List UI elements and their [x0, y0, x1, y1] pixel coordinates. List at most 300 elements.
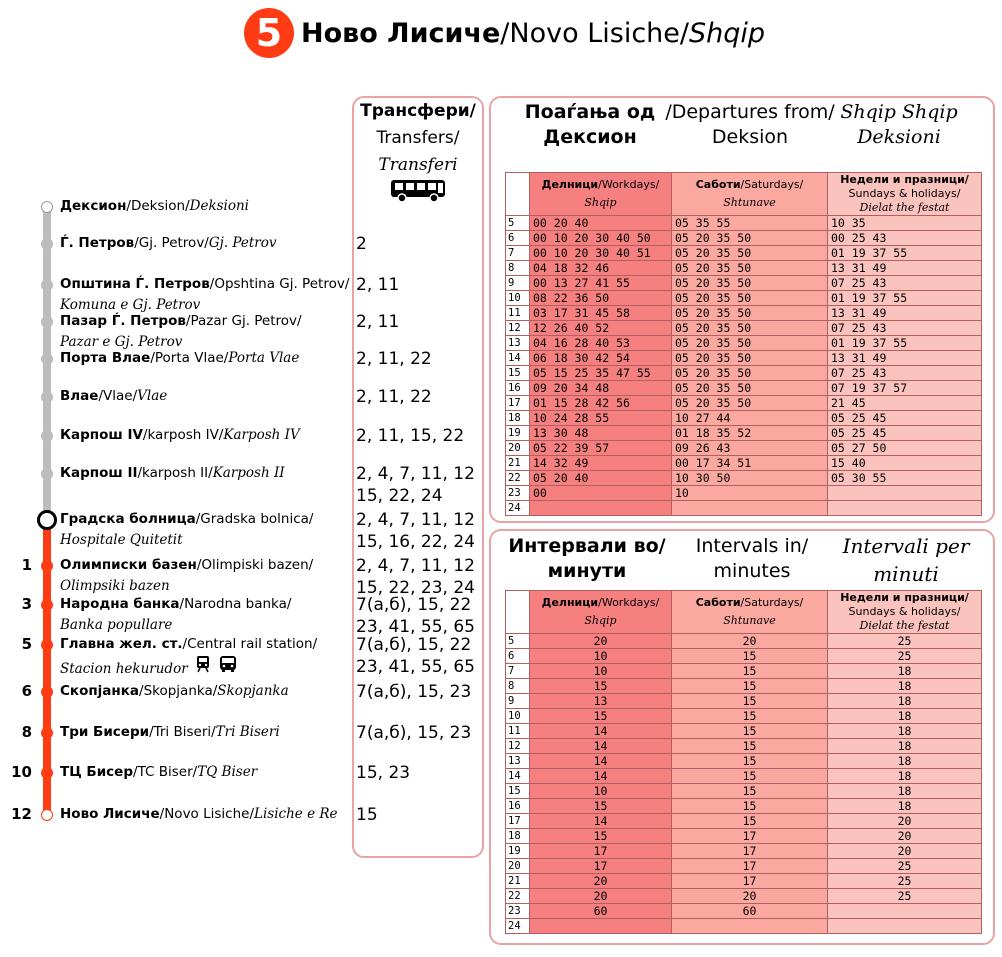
transfer-lines: 15, 23 — [356, 763, 411, 783]
hour-cell: 18 — [506, 829, 530, 844]
hour-cell: 24 — [506, 501, 530, 516]
stop-name-mk: Дексион — [60, 198, 127, 214]
stop-name — [60, 386, 167, 407]
departure-cell: 05 20 35 50 — [672, 246, 828, 261]
interval-cell: 25 — [828, 874, 982, 889]
hour-cell: 12 — [506, 321, 530, 336]
stop-name — [60, 555, 313, 597]
stop-name-mk: ТЦ Бисер — [60, 764, 134, 780]
intervals-title-en — [682, 534, 822, 584]
stop-marker — [41, 639, 53, 651]
departure-cell: 05 20 35 50 — [672, 381, 828, 396]
table-row — [506, 366, 982, 381]
stop-minutes: 12 — [11, 805, 32, 823]
departure-cell — [672, 501, 828, 516]
interval-cell: 15 — [672, 664, 828, 679]
table-header-row — [506, 591, 982, 634]
stop-minutes: 3 — [21, 595, 32, 613]
interval-cell: 18 — [828, 709, 982, 724]
intervals-title-sq-line2: minuti — [873, 562, 939, 586]
transfer-lines: 2, 11 — [356, 312, 400, 332]
departure-cell: 00 10 20 30 40 51 — [530, 246, 672, 261]
departure-cell: 10 27 44 — [672, 411, 828, 426]
departure-cell: 05 27 50 — [828, 441, 982, 456]
stop-marker — [41, 353, 53, 365]
table-row — [506, 769, 982, 784]
hour-cell: 6 — [506, 231, 530, 246]
stop-transfers — [356, 233, 367, 255]
departure-cell: 05 30 55 — [828, 471, 982, 486]
transfer-lines: 2, 11, 22 — [356, 387, 432, 407]
route-number-badge: 5 — [244, 8, 294, 58]
stop-name-mk: Градска болница — [60, 511, 196, 527]
hour-cell: 23 — [506, 486, 530, 501]
departure-cell: 07 25 43 — [828, 276, 982, 291]
interval-cell: 15 — [530, 709, 672, 724]
stop-name-sq: Komuna e Gj. Petrov — [60, 297, 201, 313]
table-row — [506, 441, 982, 456]
departure-cell: 00 17 34 51 — [672, 456, 828, 471]
interval-cell — [530, 919, 672, 934]
stop-name-en: /karposh II/ — [137, 465, 213, 481]
title-sq: Shqip — [689, 17, 766, 49]
stop-name — [60, 233, 277, 254]
intervals-title-mk-line2: минути — [547, 560, 627, 582]
interval-cell: 20 — [672, 889, 828, 904]
interval-cell: 14 — [530, 724, 672, 739]
departure-cell: 05 20 35 50 — [672, 321, 828, 336]
table-row — [506, 694, 982, 709]
departure-cell: 05 25 45 — [828, 426, 982, 441]
interval-cell: 17 — [672, 829, 828, 844]
departure-cell — [828, 501, 982, 516]
departure-cell: 09 20 34 48 — [530, 381, 672, 396]
interval-cell: 18 — [828, 739, 982, 754]
table-row — [506, 739, 982, 754]
stop-transfers — [356, 509, 475, 553]
transfer-lines: 2, 4, 7, 11, 12 — [356, 556, 475, 576]
departure-cell: 13 31 49 — [828, 306, 982, 321]
departures-title-en — [660, 100, 840, 150]
table-row — [506, 336, 982, 351]
interval-cell: 15 — [672, 769, 828, 784]
interval-cell: 20 — [530, 874, 672, 889]
stop-marker — [41, 767, 53, 779]
stop-name-mk: Народна банка — [60, 596, 180, 612]
stop-name-sq: Deksioni — [189, 198, 250, 214]
departure-cell: 05 20 35 50 — [672, 396, 828, 411]
interval-cell — [828, 919, 982, 934]
interval-cell: 15 — [672, 784, 828, 799]
departure-cell: 03 17 31 45 58 — [530, 306, 672, 321]
departure-cell: 00 25 43 — [828, 231, 982, 246]
hour-cell: 16 — [506, 381, 530, 396]
stop-name-mk: Скопјанка — [60, 683, 140, 699]
hour-cell: 15 — [506, 784, 530, 799]
departures-title-en-line2: Deksion — [711, 126, 789, 148]
saturdays-header: Саботи/Saturdays/ Shtunave — [672, 591, 828, 634]
stop-name — [60, 681, 289, 702]
hour-cell: 17 — [506, 814, 530, 829]
departures-title-en-line1: /Departures from/ — [665, 101, 835, 123]
table-row — [506, 471, 982, 486]
departure-cell: 10 30 50 — [672, 471, 828, 486]
stop-name-sq: Skopjanka — [217, 683, 289, 699]
hour-cell: 21 — [506, 456, 530, 471]
stop-name — [60, 348, 299, 369]
stop-name-mk: Влае — [60, 388, 99, 404]
stop-name-en: /Gj. Petrov/ — [134, 235, 209, 251]
departure-cell: 00 20 40 — [530, 216, 672, 231]
departure-cell: 12 26 40 52 — [530, 321, 672, 336]
workdays-header: Делници/Workdays/ Shqip — [530, 591, 672, 634]
hour-cell: 23 — [506, 904, 530, 919]
stop-name-sq: Karposh IV — [223, 427, 300, 443]
departure-cell: 05 20 35 50 — [672, 291, 828, 306]
departure-cell: 06 18 30 42 54 — [530, 351, 672, 366]
departure-cell: 01 19 37 55 — [828, 336, 982, 351]
transfer-lines: 2, 11, 22 — [356, 349, 432, 369]
bus-icon — [390, 179, 446, 203]
stop-minutes: 6 — [21, 682, 32, 700]
stop-name-en: /Olimpiski bazen/ — [196, 557, 314, 573]
stop-name-sq: Karposh II — [212, 465, 285, 481]
stop-name — [60, 722, 280, 743]
departures-title-sq-line1: Shqip Shqip — [840, 101, 958, 123]
hour-cell: 22 — [506, 471, 530, 486]
departures-table — [505, 172, 982, 516]
departure-cell: 01 18 35 52 — [672, 426, 828, 441]
hour-cell: 14 — [506, 769, 530, 784]
table-row — [506, 649, 982, 664]
stop-name-en: /Pazar Gj. Petrov/ — [185, 313, 302, 329]
interval-cell: 20 — [828, 814, 982, 829]
departure-cell: 05 20 35 50 — [672, 366, 828, 381]
interval-cell: 17 — [672, 859, 828, 874]
table-row — [506, 709, 982, 724]
bus-front-icon — [218, 661, 238, 677]
table-row — [506, 501, 982, 516]
interval-cell: 18 — [828, 799, 982, 814]
interval-cell: 15 — [672, 679, 828, 694]
departures-title-sq — [834, 100, 964, 150]
interval-cell: 15 — [672, 709, 828, 724]
interval-cell: 10 — [530, 649, 672, 664]
stop-name-en: /Narodna banka/ — [179, 596, 292, 612]
stop-name — [60, 274, 349, 316]
stop-marker — [41, 316, 53, 328]
stop-name-sq: Porta Vlae — [228, 350, 300, 366]
stop-minutes: 8 — [21, 723, 32, 741]
interval-cell: 20 — [672, 634, 828, 649]
departure-cell: 07 19 37 57 — [828, 381, 982, 396]
stop-name-sq: TQ Biser — [197, 764, 258, 780]
stop-marker — [41, 238, 53, 250]
intervals-title-en-line1: Intervals in/ — [695, 535, 809, 557]
stop-minutes: 10 — [11, 763, 32, 781]
intervals-table — [505, 590, 982, 934]
table-row — [506, 411, 982, 426]
departure-cell: 05 22 39 57 — [530, 441, 672, 456]
interval-cell: 17 — [672, 844, 828, 859]
stop-transfers — [356, 594, 475, 638]
table-row — [506, 829, 982, 844]
hour-cell: 7 — [506, 246, 530, 261]
table-row — [506, 456, 982, 471]
departure-cell: 01 19 37 55 — [828, 291, 982, 306]
interval-cell: 18 — [828, 724, 982, 739]
stop-name-en: /TC Biser/ — [133, 764, 198, 780]
departure-cell: 05 20 35 50 — [672, 276, 828, 291]
table-row — [506, 216, 982, 231]
hour-cell: 10 — [506, 291, 530, 306]
table-row — [506, 276, 982, 291]
table-row — [506, 664, 982, 679]
stop-name-sq: Tri Biseri — [215, 724, 280, 740]
stop-transfers — [356, 722, 471, 744]
stop-name-mk: Три Бисери — [60, 724, 150, 740]
interval-cell: 18 — [828, 694, 982, 709]
transfer-lines: 2, 11, 15, 22 — [356, 426, 465, 446]
table-row — [506, 246, 982, 261]
table-row — [506, 859, 982, 874]
departure-cell: 00 13 27 41 55 — [530, 276, 672, 291]
interval-cell: 15 — [530, 679, 672, 694]
departure-cell — [530, 501, 672, 516]
transfer-lines: 15, 16, 22, 24 — [356, 532, 475, 552]
departure-cell: 05 25 45 — [828, 411, 982, 426]
departures-title-mk-line1: Поаѓања од — [524, 101, 656, 123]
interval-cell: 14 — [530, 739, 672, 754]
stop-name — [60, 634, 317, 680]
table-row — [506, 381, 982, 396]
departure-cell: 15 40 — [828, 456, 982, 471]
interval-cell — [672, 919, 828, 934]
interval-cell: 17 — [672, 874, 828, 889]
interval-cell: 13 — [530, 694, 672, 709]
interval-cell: 20 — [530, 889, 672, 904]
departure-cell: 00 — [530, 486, 672, 501]
intervals-title-en-line2: minutes — [713, 560, 791, 582]
table-row — [506, 321, 982, 336]
departure-cell: 05 20 35 50 — [672, 336, 828, 351]
stop-name-en: /Skopjanka/ — [139, 683, 218, 699]
interval-cell: 25 — [828, 634, 982, 649]
stop-name-en: /Novo Lisiche/ — [159, 806, 254, 822]
stop-marker — [41, 391, 53, 403]
interval-cell: 10 — [530, 784, 672, 799]
interval-cell: 17 — [530, 844, 672, 859]
hour-cell: 17 — [506, 396, 530, 411]
hour-cell: 5 — [506, 634, 530, 649]
stop-name — [60, 311, 302, 353]
table-row — [506, 889, 982, 904]
hour-cell: 8 — [506, 261, 530, 276]
stop-minutes: 1 — [21, 556, 32, 574]
hour-header — [506, 173, 530, 216]
transfer-lines: 2 — [356, 234, 367, 254]
departure-cell: 13 30 48 — [530, 426, 672, 441]
stop-name-en: /Tri Biseri/ — [149, 724, 216, 740]
transfer-lines: 23, 41, 55, 65 — [356, 657, 475, 677]
stop-transfers — [356, 348, 432, 370]
stop-marker — [41, 809, 53, 821]
hour-cell: 9 — [506, 276, 530, 291]
interval-cell: 20 — [828, 844, 982, 859]
stop-name — [60, 463, 285, 484]
departure-cell: 05 20 35 50 — [672, 351, 828, 366]
hour-cell: 11 — [506, 724, 530, 739]
table-row — [506, 291, 982, 306]
interval-cell: 20 — [530, 634, 672, 649]
interval-cell: 25 — [828, 649, 982, 664]
stop-transfers — [356, 311, 399, 333]
interval-cell: 15 — [672, 649, 828, 664]
interval-cell: 18 — [828, 769, 982, 784]
stop-transfers — [356, 555, 475, 599]
stop-marker — [41, 201, 53, 213]
departures-title-mk — [520, 100, 660, 150]
hour-cell: 19 — [506, 426, 530, 441]
stop-transfers — [356, 804, 378, 826]
stop-name-en: /Porta Vlae/ — [150, 350, 229, 366]
title-sep: / — [679, 17, 689, 49]
stop-name-en: /Vlae/ — [98, 388, 138, 404]
stop-name-sq: Lisiche e Re — [254, 806, 338, 822]
stop-name-en: /karposh IV/ — [142, 427, 224, 443]
hour-cell: 21 — [506, 874, 530, 889]
transfers-header-sq: Transferi — [378, 155, 458, 175]
departure-cell: 10 — [672, 486, 828, 501]
departure-cell: 00 10 20 30 40 50 — [530, 231, 672, 246]
sundays-header: Недели и празници/ Sundays & holidays/ Dielat the festat — [828, 591, 982, 634]
stop-name-en: /Opshtina Gj. Petrov/ — [209, 276, 350, 292]
transfer-lines: 15, 22, 24 — [356, 486, 443, 506]
stop-name — [60, 425, 300, 446]
departure-cell: 09 26 43 — [672, 441, 828, 456]
departure-cell: 04 16 28 40 53 — [530, 336, 672, 351]
interval-cell: 25 — [828, 889, 982, 904]
transfer-lines: 2, 4, 7, 11, 12 — [356, 464, 475, 484]
intervals-title-mk — [507, 534, 667, 584]
table-row — [506, 426, 982, 441]
stop-transfers — [356, 634, 475, 678]
stop-name-mk: Општина Ѓ. Петров — [60, 276, 210, 292]
intervals-title-sq-line1: Intervali per — [842, 534, 970, 558]
hour-cell: 14 — [506, 351, 530, 366]
transfer-lines: 2, 4, 7, 11, 12 — [356, 510, 475, 530]
stop-name-sq: Banka popullare — [60, 617, 173, 633]
stop-name-mk: Карпош IV — [60, 427, 143, 443]
table-row — [506, 231, 982, 246]
interval-cell: 18 — [828, 784, 982, 799]
hour-cell: 20 — [506, 441, 530, 456]
transfer-lines: 7(а,б), 15, 22 — [356, 595, 472, 615]
transfer-lines: 2, 11 — [356, 275, 400, 295]
interval-cell: 15 — [672, 739, 828, 754]
interval-cell: 15 — [672, 694, 828, 709]
interval-cell: 15 — [530, 799, 672, 814]
table-row — [506, 634, 982, 649]
transfer-lines: 7(а,б), 15, 22 — [356, 635, 472, 655]
stop-name-sq: Stacion hekurudor — [60, 655, 317, 680]
saturdays-header: Саботи/Saturdays/ Shtunave — [672, 173, 828, 216]
hour-cell: 11 — [506, 306, 530, 321]
hour-cell: 13 — [506, 754, 530, 769]
hour-cell: 9 — [506, 694, 530, 709]
departures-title-sq-line2: Deksioni — [857, 126, 941, 148]
stop-marker — [41, 727, 53, 739]
departure-cell: 10 24 28 55 — [530, 411, 672, 426]
stop-name-mk: Карпош II — [60, 465, 138, 481]
interval-cell: 14 — [530, 769, 672, 784]
stop-name-en: /Central rail station/ — [182, 636, 318, 652]
table-row — [506, 679, 982, 694]
interval-cell: 18 — [828, 664, 982, 679]
hour-cell: 20 — [506, 859, 530, 874]
table-row — [506, 351, 982, 366]
stop-transfers — [356, 681, 471, 703]
stop-name-sq: Pazar e Gj. Petrov — [60, 334, 183, 350]
interval-cell: 18 — [828, 754, 982, 769]
page-title — [244, 8, 765, 58]
departure-cell: 07 25 43 — [828, 366, 982, 381]
departure-cell — [828, 486, 982, 501]
transfer-lines: 15, 22, 23, 24 — [356, 578, 475, 598]
departure-cell: 21 45 — [828, 396, 982, 411]
table-row — [506, 799, 982, 814]
departure-cell: 05 20 35 50 — [672, 231, 828, 246]
hour-cell: 5 — [506, 216, 530, 231]
departure-cell: 05 20 40 — [530, 471, 672, 486]
interval-cell: 14 — [530, 754, 672, 769]
transfer-lines: 7(а,б), 15, 23 — [356, 723, 472, 743]
interval-cell: 25 — [828, 859, 982, 874]
hour-header — [506, 591, 530, 634]
transfers-header — [352, 98, 484, 203]
stop-transfers — [356, 762, 410, 784]
stop-name-sq: Vlae — [137, 388, 168, 404]
table-row — [506, 814, 982, 829]
stop-marker — [41, 560, 53, 572]
hour-cell: 22 — [506, 889, 530, 904]
interval-cell: 15 — [672, 814, 828, 829]
hour-cell: 18 — [506, 411, 530, 426]
interval-cell: 60 — [672, 904, 828, 919]
stop-marker — [41, 599, 53, 611]
stop-name-sq: Olimpsiki bazen — [60, 578, 170, 594]
stop-name — [60, 804, 338, 825]
hour-cell: 24 — [506, 919, 530, 934]
departure-cell: 13 31 49 — [828, 261, 982, 276]
stop-transfers — [356, 274, 399, 296]
transfer-lines: 23, 41, 55, 65 — [356, 617, 475, 637]
sundays-header: Недели и празници/ Sundays & holidays/ Dielat the festat — [828, 173, 982, 216]
stop-name — [60, 196, 249, 217]
hour-cell: 10 — [506, 709, 530, 724]
table-row — [506, 724, 982, 739]
departure-cell: 01 15 28 42 56 — [530, 396, 672, 411]
departures-title-mk-line2: Дексион — [543, 126, 637, 148]
interval-cell: 15 — [672, 724, 828, 739]
intervals-title-mk-line1: Интервали во/ — [508, 535, 666, 557]
table-row — [506, 261, 982, 276]
hour-cell: 6 — [506, 649, 530, 664]
table-row — [506, 754, 982, 769]
table-row — [506, 844, 982, 859]
interval-cell: 10 — [530, 664, 672, 679]
stop-marker — [41, 279, 53, 291]
